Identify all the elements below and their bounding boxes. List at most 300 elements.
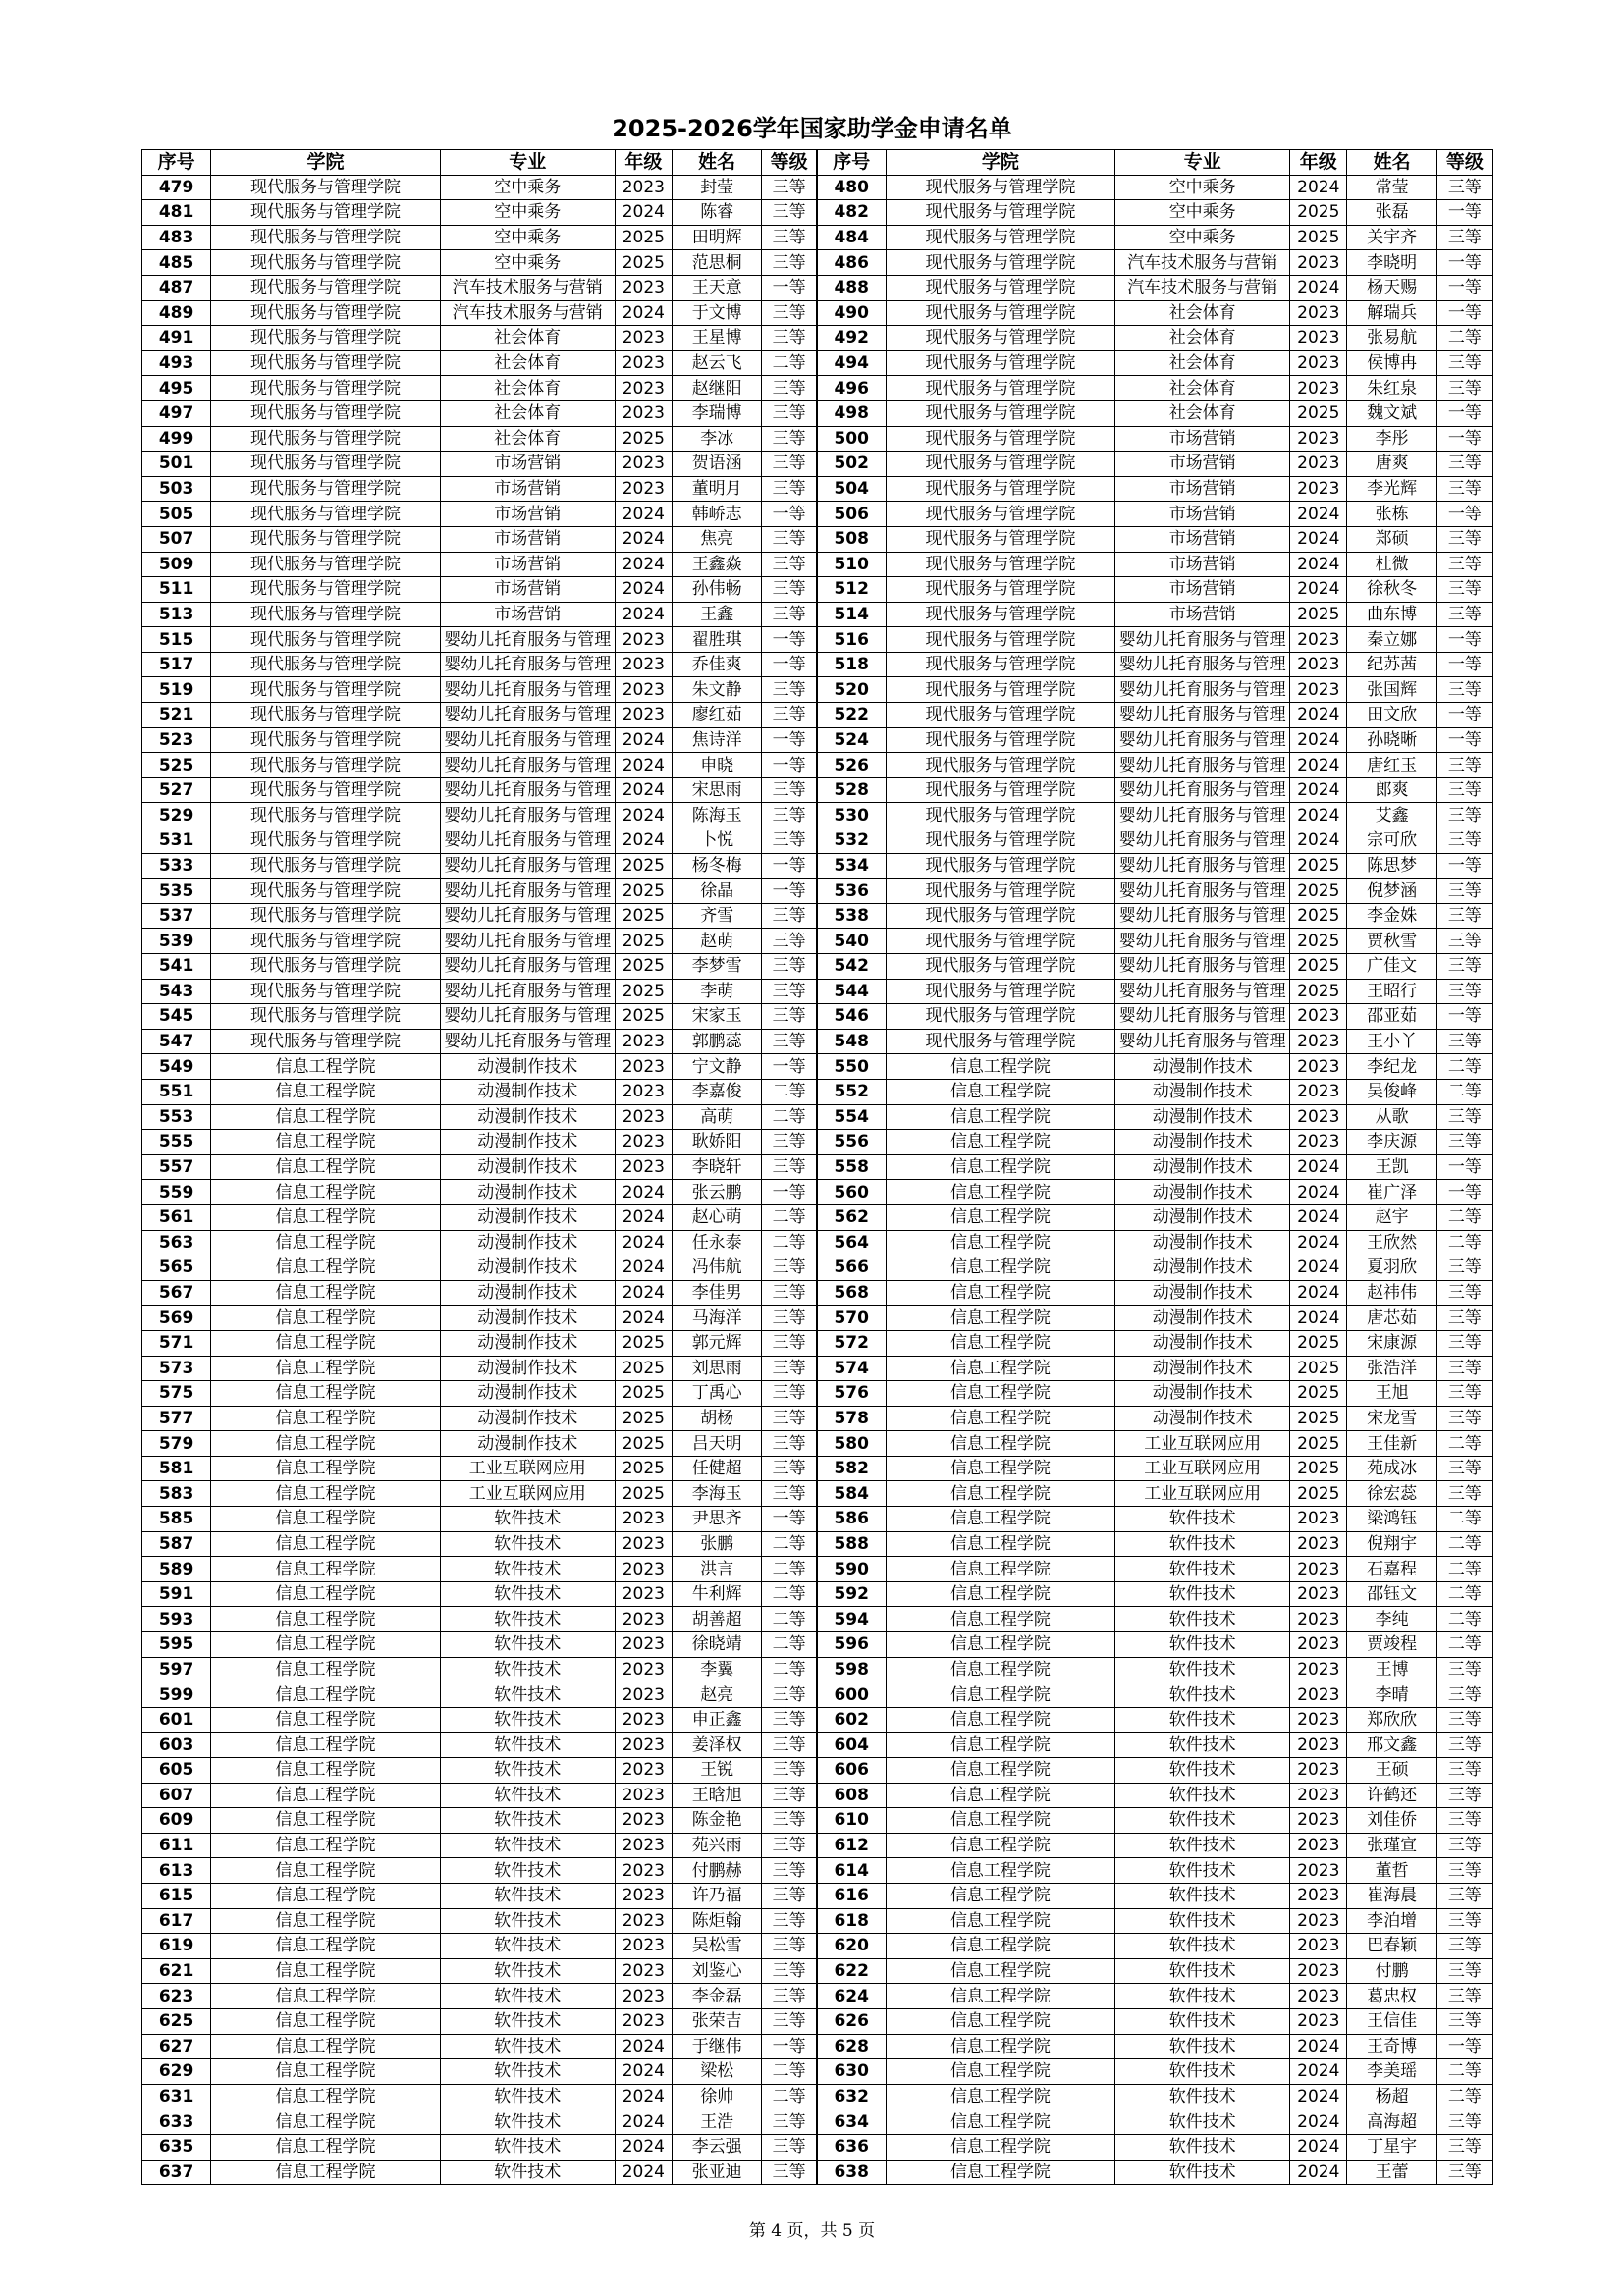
cell-number: 619 xyxy=(142,1934,211,1959)
cell-name: 王旭 xyxy=(1347,1381,1436,1407)
cell-grade: 2024 xyxy=(615,602,672,627)
cell-major: 动漫制作技术 xyxy=(1115,1381,1290,1407)
cell-grade: 2023 xyxy=(615,1531,672,1557)
cell-level: 一等 xyxy=(1436,200,1492,226)
cell-college: 现代服务与管理学院 xyxy=(211,326,441,351)
cell-major: 软件技术 xyxy=(1115,1581,1290,1607)
table-row xyxy=(142,1607,1493,1632)
table-row xyxy=(142,1406,1493,1431)
cell-grade: 2024 xyxy=(1290,175,1347,200)
cell-level: 三等 xyxy=(762,1707,817,1733)
cell-level: 一等 xyxy=(762,1507,817,1532)
cell-college: 现代服务与管理学院 xyxy=(211,200,441,226)
cell-number: 634 xyxy=(817,2109,886,2135)
cell-grade: 2024 xyxy=(1290,502,1347,527)
cell-college: 信息工程学院 xyxy=(886,1707,1115,1733)
cell-name: 郑硕 xyxy=(1347,526,1436,552)
cell-level: 三等 xyxy=(762,2160,817,2185)
cell-college: 现代服务与管理学院 xyxy=(211,703,441,728)
cell-major: 汽车技术服务与营销 xyxy=(1115,250,1290,276)
cell-college: 现代服务与管理学院 xyxy=(886,828,1115,854)
table-row xyxy=(142,200,1493,226)
cell-number: 508 xyxy=(817,526,886,552)
cell-number: 602 xyxy=(817,1707,886,1733)
table-row xyxy=(142,1481,1493,1507)
applicant-table xyxy=(141,149,1493,2185)
cell-grade: 2024 xyxy=(1290,753,1347,778)
cell-name: 郭元辉 xyxy=(673,1330,762,1356)
cell-college: 现代服务与管理学院 xyxy=(211,828,441,854)
cell-college: 信息工程学院 xyxy=(886,1657,1115,1682)
cell-number: 577 xyxy=(142,1406,211,1431)
cell-college: 信息工程学院 xyxy=(211,1507,441,1532)
cell-name: 刘佳侨 xyxy=(1347,1808,1436,1834)
cell-name: 徐晓靖 xyxy=(673,1632,762,1658)
cell-number: 520 xyxy=(817,677,886,703)
cell-number: 533 xyxy=(142,853,211,879)
cell-grade: 2023 xyxy=(615,1682,672,1708)
cell-college: 信息工程学院 xyxy=(211,1130,441,1155)
cell-college: 信息工程学院 xyxy=(886,1607,1115,1632)
cell-grade: 2023 xyxy=(1290,1707,1347,1733)
cell-major: 空中乘务 xyxy=(440,200,615,226)
cell-name: 宋康源 xyxy=(1347,1330,1436,1356)
cell-name: 王博 xyxy=(1347,1657,1436,1682)
cell-name: 王信佳 xyxy=(1347,2008,1436,2034)
cell-level: 三等 xyxy=(762,1883,817,1908)
cell-name: 高海超 xyxy=(1347,2109,1436,2135)
cell-major: 婴幼儿托育服务与管理 xyxy=(440,929,615,954)
cell-name: 齐雪 xyxy=(673,903,762,929)
cell-major: 动漫制作技术 xyxy=(440,1054,615,1080)
cell-name: 尹思齐 xyxy=(673,1507,762,1532)
cell-name: 王鑫焱 xyxy=(673,552,762,577)
cell-grade: 2025 xyxy=(615,929,672,954)
cell-level: 三等 xyxy=(762,452,817,477)
cell-major: 软件技术 xyxy=(440,1758,615,1784)
cell-grade: 2024 xyxy=(1290,275,1347,300)
cell-college: 信息工程学院 xyxy=(211,2059,441,2085)
cell-name: 陈思梦 xyxy=(1347,853,1436,879)
cell-level: 三等 xyxy=(762,828,817,854)
cell-number: 603 xyxy=(142,1733,211,1758)
cell-number: 580 xyxy=(817,1431,886,1457)
column-header-name: 姓名 xyxy=(1347,150,1436,176)
cell-name: 杨超 xyxy=(1347,2084,1436,2109)
cell-name: 赵继阳 xyxy=(673,376,762,401)
cell-grade: 2025 xyxy=(1290,879,1347,904)
cell-major: 市场营销 xyxy=(1115,476,1290,502)
cell-major: 软件技术 xyxy=(1115,2059,1290,2085)
cell-number: 517 xyxy=(142,652,211,677)
cell-number: 615 xyxy=(142,1883,211,1908)
cell-name: 高萌 xyxy=(673,1104,762,1130)
cell-name: 胡杨 xyxy=(673,1406,762,1431)
cell-grade: 2025 xyxy=(615,225,672,250)
table-row xyxy=(142,552,1493,577)
cell-level: 二等 xyxy=(1436,1431,1492,1457)
cell-major: 软件技术 xyxy=(1115,1607,1290,1632)
cell-college: 现代服务与管理学院 xyxy=(211,929,441,954)
cell-grade: 2023 xyxy=(1290,1833,1347,1858)
cell-level: 三等 xyxy=(1436,1858,1492,1884)
table-header-row xyxy=(142,150,1493,176)
cell-grade: 2023 xyxy=(1290,476,1347,502)
cell-major: 市场营销 xyxy=(440,476,615,502)
cell-college: 信息工程学院 xyxy=(886,1456,1115,1481)
cell-grade: 2023 xyxy=(1290,1808,1347,1834)
cell-grade: 2023 xyxy=(615,1958,672,1984)
cell-name: 翟胜琪 xyxy=(673,627,762,653)
cell-number: 592 xyxy=(817,1581,886,1607)
cell-college: 现代服务与管理学院 xyxy=(211,727,441,753)
table-row xyxy=(142,1783,1493,1808)
table-row xyxy=(142,652,1493,677)
cell-major: 婴幼儿托育服务与管理 xyxy=(1115,777,1290,803)
cell-college: 信息工程学院 xyxy=(211,2134,441,2160)
cell-grade: 2023 xyxy=(1290,1029,1347,1054)
cell-grade: 2023 xyxy=(615,1858,672,1884)
cell-grade: 2023 xyxy=(615,1557,672,1582)
cell-level: 三等 xyxy=(762,1255,817,1281)
cell-major: 软件技术 xyxy=(1115,1707,1290,1733)
cell-level: 二等 xyxy=(1436,1507,1492,1532)
cell-name: 王奇博 xyxy=(1347,2034,1436,2059)
table-row xyxy=(142,1029,1493,1054)
cell-major: 婴幼儿托育服务与管理 xyxy=(440,803,615,828)
cell-grade: 2023 xyxy=(1290,1908,1347,1934)
cell-major: 软件技术 xyxy=(1115,1908,1290,1934)
cell-grade: 2023 xyxy=(1290,1682,1347,1708)
cell-name: 田文欣 xyxy=(1347,703,1436,728)
cell-number: 542 xyxy=(817,954,886,980)
cell-grade: 2025 xyxy=(1290,1330,1347,1356)
cell-number: 483 xyxy=(142,225,211,250)
cell-level: 三等 xyxy=(1436,1733,1492,1758)
cell-name: 李纯 xyxy=(1347,1607,1436,1632)
cell-college: 现代服务与管理学院 xyxy=(211,602,441,627)
table-row xyxy=(142,2034,1493,2059)
cell-level: 三等 xyxy=(1436,1029,1492,1054)
cell-college: 信息工程学院 xyxy=(886,1481,1115,1507)
cell-major: 软件技术 xyxy=(1115,1733,1290,1758)
cell-college: 信息工程学院 xyxy=(211,1054,441,1080)
cell-number: 503 xyxy=(142,476,211,502)
cell-level: 二等 xyxy=(762,2084,817,2109)
cell-college: 信息工程学院 xyxy=(886,2134,1115,2160)
cell-name: 李晓轩 xyxy=(673,1154,762,1180)
cell-name: 常莹 xyxy=(1347,175,1436,200)
cell-major: 市场营销 xyxy=(440,502,615,527)
cell-name: 范思桐 xyxy=(673,250,762,276)
cell-name: 许乃福 xyxy=(673,1883,762,1908)
cell-grade: 2023 xyxy=(1290,1632,1347,1658)
cell-college: 信息工程学院 xyxy=(211,1180,441,1205)
cell-level: 三等 xyxy=(1436,1783,1492,1808)
cell-number: 638 xyxy=(817,2160,886,2185)
cell-number: 578 xyxy=(817,1406,886,1431)
cell-level: 三等 xyxy=(762,1858,817,1884)
cell-level: 一等 xyxy=(1436,250,1492,276)
cell-level: 三等 xyxy=(762,1733,817,1758)
cell-college: 信息工程学院 xyxy=(211,1230,441,1255)
cell-college: 信息工程学院 xyxy=(886,2160,1115,2185)
cell-level: 三等 xyxy=(1436,1280,1492,1306)
cell-level: 二等 xyxy=(1436,1079,1492,1104)
cell-name: 邵亚茹 xyxy=(1347,1004,1436,1030)
cell-level: 三等 xyxy=(762,703,817,728)
cell-college: 现代服务与管理学院 xyxy=(211,803,441,828)
cell-level: 二等 xyxy=(762,1204,817,1230)
cell-grade: 2025 xyxy=(615,954,672,980)
cell-college: 信息工程学院 xyxy=(211,1908,441,1934)
cell-grade: 2024 xyxy=(615,2109,672,2135)
cell-college: 现代服务与管理学院 xyxy=(886,476,1115,502)
cell-number: 574 xyxy=(817,1356,886,1381)
cell-number: 543 xyxy=(142,979,211,1004)
cell-name: 孙晓晰 xyxy=(1347,727,1436,753)
cell-college: 信息工程学院 xyxy=(211,1381,441,1407)
table-row xyxy=(142,577,1493,603)
cell-major: 婴幼儿托育服务与管理 xyxy=(440,1029,615,1054)
cell-level: 三等 xyxy=(1436,1255,1492,1281)
cell-college: 现代服务与管理学院 xyxy=(211,1004,441,1030)
cell-major: 软件技术 xyxy=(440,1507,615,1532)
table-row xyxy=(142,1883,1493,1908)
cell-number: 509 xyxy=(142,552,211,577)
cell-college: 信息工程学院 xyxy=(886,1431,1115,1457)
cell-name: 杨冬梅 xyxy=(673,853,762,879)
cell-level: 二等 xyxy=(1436,1204,1492,1230)
cell-name: 赵宇 xyxy=(1347,1204,1436,1230)
cell-name: 王天意 xyxy=(673,275,762,300)
cell-college: 现代服务与管理学院 xyxy=(211,1029,441,1054)
cell-level: 三等 xyxy=(1436,1456,1492,1481)
cell-grade: 2025 xyxy=(615,1330,672,1356)
cell-level: 三等 xyxy=(762,1682,817,1708)
cell-major: 工业互联网应用 xyxy=(1115,1481,1290,1507)
cell-college: 现代服务与管理学院 xyxy=(886,602,1115,627)
cell-number: 617 xyxy=(142,1908,211,1934)
cell-name: 魏文斌 xyxy=(1347,400,1436,426)
cell-major: 动漫制作技术 xyxy=(440,1230,615,1255)
table-row xyxy=(142,1758,1493,1784)
cell-grade: 2023 xyxy=(615,1130,672,1155)
cell-name: 李金磊 xyxy=(673,1984,762,2009)
cell-level: 三等 xyxy=(1436,1682,1492,1708)
cell-grade: 2025 xyxy=(1290,602,1347,627)
table-row xyxy=(142,1104,1493,1130)
cell-college: 现代服务与管理学院 xyxy=(886,727,1115,753)
cell-grade: 2023 xyxy=(615,452,672,477)
cell-level: 一等 xyxy=(762,879,817,904)
cell-grade: 2023 xyxy=(615,400,672,426)
cell-major: 软件技术 xyxy=(440,2008,615,2034)
cell-name: 赵祎伟 xyxy=(1347,1280,1436,1306)
cell-name: 牛利辉 xyxy=(673,1581,762,1607)
table-row xyxy=(142,1356,1493,1381)
table-row xyxy=(142,1707,1493,1733)
cell-number: 630 xyxy=(817,2059,886,2085)
table-row xyxy=(142,452,1493,477)
cell-grade: 2024 xyxy=(615,1255,672,1281)
table-row xyxy=(142,2059,1493,2085)
table-row xyxy=(142,979,1493,1004)
table-row xyxy=(142,250,1493,276)
cell-level: 三等 xyxy=(762,175,817,200)
cell-name: 朱红泉 xyxy=(1347,376,1436,401)
cell-major: 软件技术 xyxy=(440,1984,615,2009)
cell-level: 二等 xyxy=(762,1607,817,1632)
cell-name: 郭鹏蕊 xyxy=(673,1029,762,1054)
cell-college: 现代服务与管理学院 xyxy=(886,703,1115,728)
table-row xyxy=(142,476,1493,502)
cell-grade: 2025 xyxy=(615,1381,672,1407)
cell-college: 现代服务与管理学院 xyxy=(211,879,441,904)
cell-number: 561 xyxy=(142,1204,211,1230)
cell-grade: 2023 xyxy=(1290,1883,1347,1908)
cell-grade: 2023 xyxy=(1290,1934,1347,1959)
table-row xyxy=(142,879,1493,904)
cell-college: 信息工程学院 xyxy=(211,1104,441,1130)
cell-major: 社会体育 xyxy=(1115,400,1290,426)
cell-level: 二等 xyxy=(762,1557,817,1582)
cell-college: 现代服务与管理学院 xyxy=(886,300,1115,326)
cell-name: 陈炬翰 xyxy=(673,1908,762,1934)
cell-grade: 2024 xyxy=(1290,1306,1347,1331)
cell-level: 一等 xyxy=(1436,2034,1492,2059)
cell-college: 信息工程学院 xyxy=(886,1079,1115,1104)
cell-major: 动漫制作技术 xyxy=(440,1330,615,1356)
cell-level: 一等 xyxy=(1436,1004,1492,1030)
cell-major: 空中乘务 xyxy=(440,225,615,250)
table-row xyxy=(142,1004,1493,1030)
cell-grade: 2023 xyxy=(615,677,672,703)
cell-grade: 2025 xyxy=(1290,1356,1347,1381)
table-row xyxy=(142,1456,1493,1481)
cell-level: 三等 xyxy=(762,1833,817,1858)
cell-college: 现代服务与管理学院 xyxy=(886,1004,1115,1030)
cell-name: 吴松雪 xyxy=(673,1934,762,1959)
cell-level: 三等 xyxy=(1436,452,1492,477)
cell-name: 许鹤还 xyxy=(1347,1783,1436,1808)
table-row xyxy=(142,1431,1493,1457)
cell-level: 三等 xyxy=(1436,753,1492,778)
cell-major: 软件技术 xyxy=(440,2109,615,2135)
cell-name: 李光辉 xyxy=(1347,476,1436,502)
cell-major: 市场营销 xyxy=(440,602,615,627)
cell-number: 581 xyxy=(142,1456,211,1481)
cell-number: 552 xyxy=(817,1079,886,1104)
cell-level: 三等 xyxy=(1436,2109,1492,2135)
cell-number: 501 xyxy=(142,452,211,477)
cell-number: 585 xyxy=(142,1507,211,1532)
cell-major: 市场营销 xyxy=(440,552,615,577)
cell-level: 一等 xyxy=(762,1054,817,1080)
cell-level: 二等 xyxy=(762,1079,817,1104)
table-row xyxy=(142,2160,1493,2185)
cell-major: 软件技术 xyxy=(440,2160,615,2185)
table-row xyxy=(142,1632,1493,1658)
cell-number: 546 xyxy=(817,1004,886,1030)
cell-grade: 2023 xyxy=(615,1607,672,1632)
cell-level: 三等 xyxy=(762,1356,817,1381)
cell-level: 二等 xyxy=(762,1230,817,1255)
cell-name: 于文博 xyxy=(673,300,762,326)
table-row xyxy=(142,1833,1493,1858)
cell-college: 信息工程学院 xyxy=(886,1858,1115,1884)
cell-grade: 2023 xyxy=(615,703,672,728)
cell-level: 二等 xyxy=(1436,1607,1492,1632)
column-header-college: 学院 xyxy=(211,150,441,176)
cell-grade: 2025 xyxy=(1290,400,1347,426)
cell-number: 608 xyxy=(817,1783,886,1808)
cell-college: 信息工程学院 xyxy=(211,1934,441,1959)
table-row xyxy=(142,326,1493,351)
page-title: 2025-2026学年国家助学金申请名单 xyxy=(612,115,1012,142)
cell-college: 现代服务与管理学院 xyxy=(886,903,1115,929)
cell-grade: 2024 xyxy=(1290,1280,1347,1306)
cell-college: 信息工程学院 xyxy=(211,1431,441,1457)
table-row xyxy=(142,2109,1493,2135)
cell-grade: 2024 xyxy=(615,753,672,778)
cell-name: 贾竣程 xyxy=(1347,1632,1436,1658)
cell-level: 三等 xyxy=(1436,1758,1492,1784)
cell-college: 现代服务与管理学院 xyxy=(211,452,441,477)
cell-name: 赵心萌 xyxy=(673,1204,762,1230)
cell-major: 软件技术 xyxy=(1115,1783,1290,1808)
cell-major: 市场营销 xyxy=(440,577,615,603)
cell-grade: 2025 xyxy=(1290,200,1347,226)
cell-name: 唐红玉 xyxy=(1347,753,1436,778)
cell-major: 工业互联网应用 xyxy=(440,1481,615,1507)
cell-grade: 2024 xyxy=(615,1306,672,1331)
cell-level: 一等 xyxy=(762,727,817,753)
cell-college: 信息工程学院 xyxy=(211,1330,441,1356)
cell-name: 张云鹏 xyxy=(673,1180,762,1205)
cell-college: 信息工程学院 xyxy=(886,1180,1115,1205)
cell-number: 512 xyxy=(817,577,886,603)
cell-college: 信息工程学院 xyxy=(886,1054,1115,1080)
cell-number: 605 xyxy=(142,1758,211,1784)
cell-major: 社会体育 xyxy=(440,426,615,452)
cell-level: 三等 xyxy=(1436,979,1492,1004)
cell-level: 三等 xyxy=(762,250,817,276)
table-row xyxy=(142,803,1493,828)
cell-major: 动漫制作技术 xyxy=(1115,1130,1290,1155)
cell-major: 婴幼儿托育服务与管理 xyxy=(1115,677,1290,703)
cell-number: 524 xyxy=(817,727,886,753)
cell-name: 李嘉俊 xyxy=(673,1079,762,1104)
cell-number: 537 xyxy=(142,903,211,929)
cell-level: 三等 xyxy=(762,1154,817,1180)
cell-level: 一等 xyxy=(762,2034,817,2059)
cell-level: 三等 xyxy=(762,1306,817,1331)
cell-grade: 2023 xyxy=(615,1934,672,1959)
cell-grade: 2024 xyxy=(1290,2059,1347,2085)
column-header-level: 等级 xyxy=(1436,150,1492,176)
cell-college: 信息工程学院 xyxy=(211,1632,441,1658)
cell-number: 500 xyxy=(817,426,886,452)
cell-number: 480 xyxy=(817,175,886,200)
cell-level: 三等 xyxy=(1436,1808,1492,1834)
cell-major: 婴幼儿托育服务与管理 xyxy=(1115,903,1290,929)
cell-grade: 2023 xyxy=(1290,1557,1347,1582)
cell-name: 夏羽欣 xyxy=(1347,1255,1436,1281)
cell-number: 564 xyxy=(817,1230,886,1255)
column-header-major: 专业 xyxy=(1115,150,1290,176)
cell-name: 李彤 xyxy=(1347,426,1436,452)
